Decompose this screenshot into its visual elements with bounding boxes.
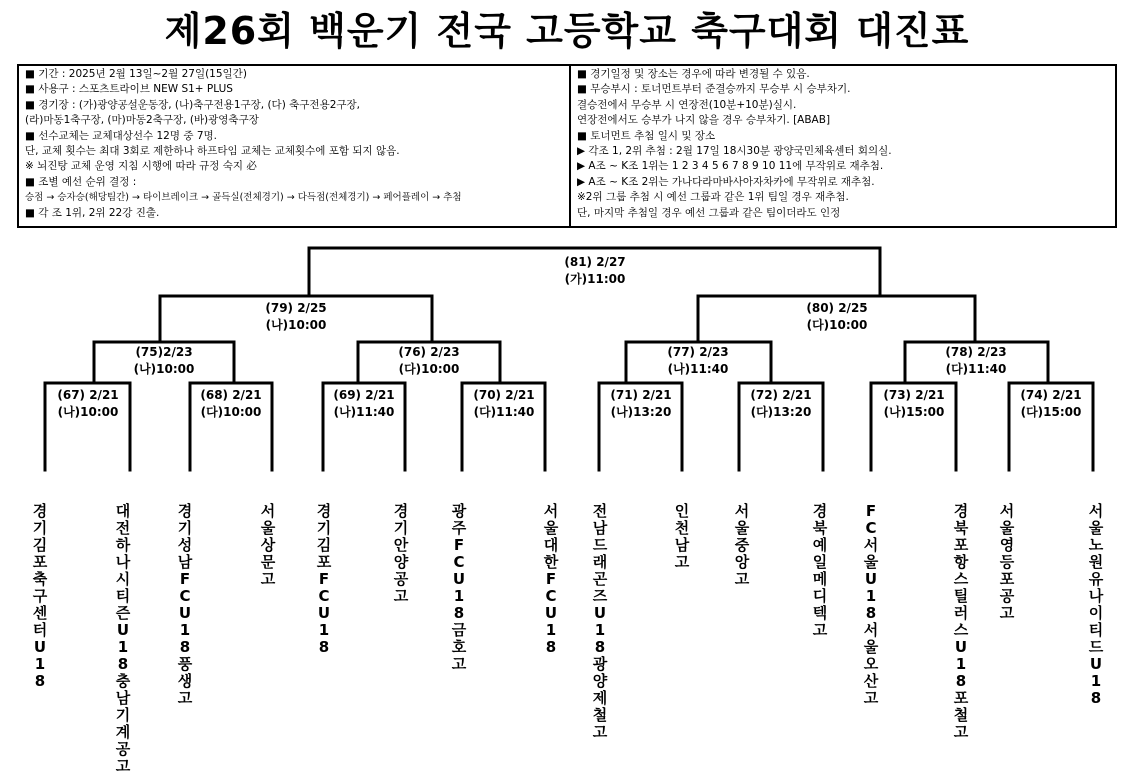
info-left-line: ■ 기간 : 2025년 2월 13일~2월 27일(15일간) <box>25 68 247 80</box>
match-number: (67) 2/21 <box>57 388 119 402</box>
team-name: 경기안양공고 <box>393 502 409 605</box>
info-right-line: ■ 토너먼트 추첨 일시 및 장소 <box>577 129 716 142</box>
team-name: 전남드래곤즈U18광양제철고 <box>592 502 608 741</box>
team-name: 경북포항스틸러스U18포철고 <box>953 502 969 741</box>
team-name: 대전하나시티즌U18충남기계공고 <box>115 502 131 775</box>
match-68 <box>191 387 271 421</box>
match-time: (나)10:00 <box>265 318 327 332</box>
match-number: (71) 2/21 <box>610 388 672 402</box>
info-right-line: 단, 마지막 추첨일 경우 예선 그룹과 같은 팀이더라도 인정 <box>577 206 841 219</box>
match-number: (68) 2/21 <box>200 388 262 402</box>
match-70 <box>464 387 544 421</box>
match-number: (77) 2/23 <box>667 345 729 359</box>
match-80 <box>772 300 902 334</box>
info-right-line: ■ 무승부시 : 토너먼트부터 준결승까지 무승부 시 승부차기. <box>577 83 851 96</box>
match-time: (다)10:00 <box>398 362 460 376</box>
info-right-line: 연장전에서도 승부가 나지 않을 경우 승부차기. [ABAB] <box>577 114 831 127</box>
match-time: (나)11:40 <box>333 405 395 419</box>
match-number: (74) 2/21 <box>1020 388 1082 402</box>
info-right-line: ■ 경기일정 및 장소는 경우에 따라 변경될 수 있음. <box>577 68 810 80</box>
match-71 <box>601 387 681 421</box>
info-left-line: 단, 교체 횟수는 최대 3회로 제한하나 하프타임 교체는 교체횟수에 포함 되지 않음. <box>25 145 400 158</box>
team-name: 경북예일메디텍고 <box>812 502 828 639</box>
page-title: 제26회 백운기 전국 고등학교 축구대회 대진표 <box>164 9 970 53</box>
match-number: (76) 2/23 <box>398 345 460 359</box>
info-left-line: ■ 사용구 : 스포츠트라이브 NEW S1+ PLUS <box>25 83 233 96</box>
match-time: (나)10:00 <box>57 405 119 419</box>
match-time: (다)11:40 <box>473 405 535 419</box>
match-number: (80) 2/25 <box>806 301 868 315</box>
match-time: (다)13:20 <box>750 405 812 419</box>
team-name: 경기성남FCU18풍생고 <box>177 502 193 707</box>
match-number: (72) 2/21 <box>750 388 812 402</box>
info-left-line: ■ 선수교체는 교체대상선수 12명 중 7명. <box>25 129 217 142</box>
match-77 <box>638 344 758 378</box>
match-time: (다)10:00 <box>806 318 868 332</box>
match-time: (나)13:20 <box>610 405 672 419</box>
team-name: 서울노원유나이티드U18 <box>1088 502 1104 707</box>
info-left-line: ※ 뇌진탕 교체 운영 지침 시행에 따라 규정 숙지 必 <box>25 160 257 173</box>
team-name: 서울상문고 <box>260 502 276 588</box>
match-number: (69) 2/21 <box>333 388 395 402</box>
match-time: (나)15:00 <box>883 405 945 419</box>
match-81 <box>530 254 660 288</box>
match-number: (73) 2/21 <box>883 388 945 402</box>
info-left-line: ■ 각 조 1위, 2위 22강 진출. <box>25 206 160 219</box>
info-right-line: ※2위 그룹 추첨 시 예선 그룹과 같은 1위 팀일 경우 재추첨. <box>577 191 849 204</box>
team-name: FC서울U18서울오산고 <box>863 502 879 707</box>
match-number: (75)2/23 <box>135 345 193 359</box>
match-time: (다)15:00 <box>1020 405 1082 419</box>
match-72 <box>741 387 821 421</box>
match-time: (나)10:00 <box>133 362 195 376</box>
match-75 <box>104 344 224 378</box>
match-76 <box>369 344 489 378</box>
info-left-line: (라)마동1축구장, (마)마동2축구장, (바)광영축구장 <box>25 114 259 127</box>
match-time: (나)11:40 <box>667 362 729 376</box>
team-name: 인천남고 <box>674 502 690 571</box>
info-left-line: ■ 경기장 : (가)광양공설운동장, (나)축구전용1구장, (다) 축구전용2구장, <box>25 98 361 111</box>
match-time: (가)11:00 <box>564 272 626 286</box>
match-number: (79) 2/25 <box>265 301 327 315</box>
info-right-line: 결승전에서 무승부 시 연장전(10분+10분)실시. <box>577 98 797 111</box>
team-name: 서울중앙고 <box>734 502 750 588</box>
team-name: 경기김포FCU18 <box>316 502 332 656</box>
team-name: 서울대한FCU18 <box>543 502 559 656</box>
team-name: 경기김포축구센터U18 <box>32 502 48 690</box>
match-number: (81) 2/27 <box>564 255 626 269</box>
match-79 <box>231 300 361 334</box>
info-left-line: 승점 → 승자승(해당팀간) → 타이브레이크 → 골득실(전체경기) → 다득점(전체경기) → 페어플레이 → 추첨 <box>25 192 462 204</box>
match-67 <box>48 387 128 421</box>
match-time: (다)11:40 <box>945 362 1007 376</box>
match-73 <box>874 387 954 421</box>
info-right-line: ▶ A조 ~ K조 2위는 가나다라마바사아자차카에 무작위로 재추첨. <box>577 175 875 188</box>
match-69 <box>324 387 404 421</box>
match-78 <box>916 344 1036 378</box>
match-time: (다)10:00 <box>200 405 262 419</box>
match-74 <box>1011 387 1091 421</box>
match-number: (70) 2/21 <box>473 388 535 402</box>
info-left-line: ■ 조별 예선 순위 결정 : <box>25 175 137 188</box>
info-right-line: ▶ 각조 1, 2위 추첨 : 2월 17일 18시30분 광양국민체육센터 회의실. <box>577 145 892 158</box>
team-name: 광주FCU18금호고 <box>451 502 467 673</box>
info-right-line: ▶ A조 ~ K조 1위는 1 2 3 4 5 6 7 8 9 10 11에 무작위로 재추첨. <box>577 160 884 173</box>
match-number: (78) 2/23 <box>945 345 1007 359</box>
team-name: 서울영등포공고 <box>999 502 1015 622</box>
